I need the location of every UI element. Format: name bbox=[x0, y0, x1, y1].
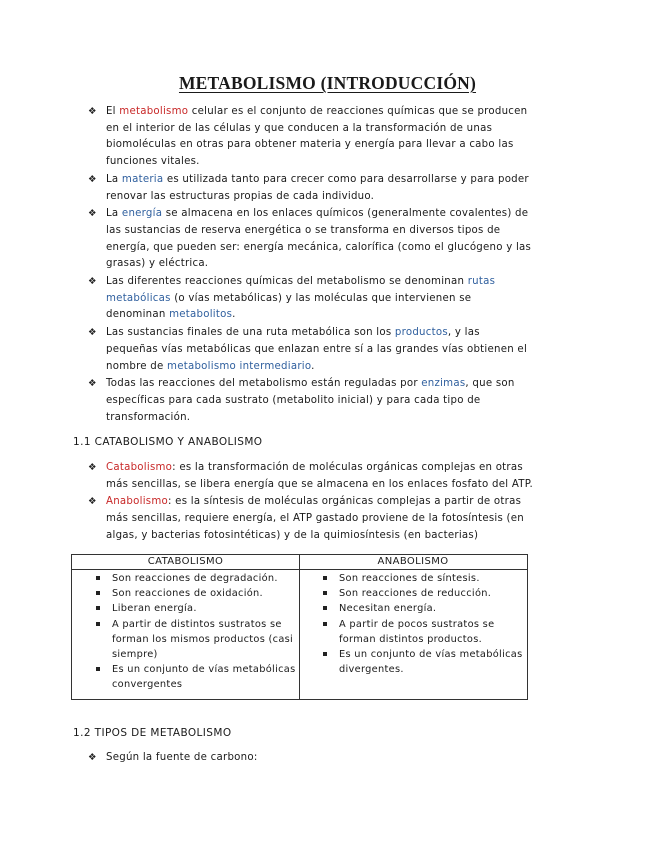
square-bullet-icon bbox=[96, 606, 100, 610]
intro-bullet-list bbox=[86, 104, 532, 427]
table-item bbox=[317, 601, 523, 616]
highlight-term: materia bbox=[121, 173, 164, 185]
catabolismo-items bbox=[90, 571, 300, 693]
square-bullet-icon bbox=[96, 667, 100, 671]
diamond-bullet-icon: ❖ bbox=[88, 378, 97, 390]
text: : es la transformación de moléculas orgánicas complejas en otras más sencillas, se libera energía que se almacena en los enlaces fosfato del ATP. bbox=[106, 462, 534, 490]
text: Son reacciones de degradación. bbox=[112, 573, 278, 584]
text: Las sustancias finales de una ruta metabólica son los bbox=[106, 327, 395, 339]
text: celular es el conjunto de reacciones químicas que se producen en el interior de las células y que conducen a la transformación de unas biomoléculas en otras para obtener materia y energía para llevar a cabo las funciones vitales. bbox=[106, 106, 528, 168]
diamond-bullet-icon: ❖ bbox=[88, 173, 97, 185]
list-item bbox=[86, 104, 532, 171]
text: Según la fuente de carbono: bbox=[106, 752, 258, 763]
highlight-term: energía bbox=[121, 208, 163, 220]
square-bullet-icon bbox=[323, 652, 327, 656]
comparison-table bbox=[71, 554, 528, 700]
square-bullet-icon bbox=[96, 591, 100, 595]
square-bullet-icon bbox=[96, 622, 100, 626]
text: Son reacciones de síntesis. bbox=[339, 573, 480, 584]
diamond-bullet-icon: ❖ bbox=[88, 208, 97, 220]
text: se almacena en los enlaces químicos (generalmente covalentes) de las sustancias de reserva energética o se transforma en diversos tipos de energía, que pueden ser: energía mecánica, calorífica (como el glucógeno y las grasas) y eléctrica. bbox=[106, 208, 532, 270]
tipos-bullet-list bbox=[86, 750, 532, 767]
table-item bbox=[317, 647, 523, 677]
diamond-bullet-icon: ❖ bbox=[88, 327, 97, 339]
list-item bbox=[86, 376, 532, 426]
text: , que son específicas para cada sustrato (metabolito inicial) y para cada tipo de transformación. bbox=[106, 378, 515, 423]
square-bullet-icon bbox=[323, 622, 327, 626]
text: , y las pequeñas vías metabólicas que enlazan entre sí a las grandes vías obtienen el nombre de bbox=[106, 327, 528, 372]
catabolism-anabolism-bullet-list bbox=[86, 460, 536, 546]
text: (o vías metabólicas) y las moléculas que intervienen se denominan bbox=[106, 292, 472, 321]
page-title: METABOLISMO (INTRODUCCIÓN) bbox=[178, 73, 477, 93]
list-item bbox=[86, 750, 532, 767]
table-item bbox=[317, 571, 523, 586]
highlight-term: Catabolismo bbox=[106, 462, 173, 473]
table-header-catabolismo: CATABOLISMO bbox=[72, 555, 299, 570]
text: Las diferentes reacciones químicas del metabolismo se denominan bbox=[106, 276, 468, 288]
square-bullet-icon bbox=[323, 606, 327, 610]
text: A partir de distintos sustratos se forman los mismos productos (casi siempre) bbox=[112, 618, 294, 661]
text: El bbox=[106, 106, 120, 117]
list-item bbox=[86, 206, 532, 273]
diamond-bullet-icon: ❖ bbox=[88, 462, 97, 473]
square-bullet-icon bbox=[323, 576, 327, 580]
text: Son reacciones de reducción. bbox=[339, 588, 492, 600]
list-item bbox=[86, 172, 532, 205]
highlight-term: productos bbox=[394, 327, 448, 339]
list-item bbox=[86, 274, 532, 324]
table-header-anabolismo: ANABOLISMO bbox=[299, 555, 527, 570]
text: es utilizada tanto para crecer como para desarrollarse y para poder renovar las estructuras propias de cada individuo. bbox=[106, 173, 529, 202]
table-item bbox=[90, 617, 300, 663]
table-item bbox=[90, 601, 300, 616]
text: . bbox=[232, 309, 236, 321]
section-heading-catabolismo-anabolismo: 1.1 CATABOLISMO Y ANABOLISMO bbox=[73, 436, 263, 448]
square-bullet-icon bbox=[96, 576, 100, 580]
square-bullet-icon bbox=[323, 591, 327, 595]
text: Es un conjunto de vías metabólicas convergentes bbox=[112, 664, 296, 691]
diamond-bullet-icon: ❖ bbox=[88, 752, 97, 763]
text: Es un conjunto de vías metabólicas divergentes. bbox=[339, 649, 523, 676]
text: : es la síntesis de moléculas orgánicas complejas a partir de otras más sencillas, requiere energía, el ATP gastado proviene de la fotosíntesis (en algas, y bacterias fotosintéticas) y de la quimiosíntesis (en bacterias) bbox=[106, 496, 524, 541]
table-item bbox=[90, 571, 300, 586]
highlight-term: metabolitos bbox=[169, 309, 233, 321]
diamond-bullet-icon: ❖ bbox=[88, 106, 97, 117]
text: La bbox=[106, 173, 122, 185]
highlight-term: rutas metabólicas bbox=[106, 276, 496, 304]
highlight-term: Anabolismo bbox=[106, 496, 168, 508]
text: Son reacciones de oxidación. bbox=[112, 588, 263, 600]
list-item bbox=[86, 494, 536, 544]
text: A partir de pocos sustratos se forman distintos productos. bbox=[339, 618, 495, 645]
table-item bbox=[90, 662, 300, 692]
diamond-bullet-icon: ❖ bbox=[88, 496, 97, 508]
text: Necesitan energía. bbox=[339, 603, 437, 615]
section-heading-tipos-metabolismo: 1.2 TIPOS DE METABOLISMO bbox=[73, 727, 232, 739]
diamond-bullet-icon: ❖ bbox=[88, 276, 97, 288]
text: Liberan energía. bbox=[112, 603, 197, 615]
text: Todas las reacciones del metabolismo están reguladas por bbox=[106, 378, 422, 390]
highlight-term: metabolismo bbox=[119, 106, 189, 117]
highlight-term: metabolismo intermediario bbox=[167, 360, 312, 372]
table-item bbox=[90, 586, 300, 601]
text: . bbox=[311, 360, 315, 372]
list-item bbox=[86, 325, 532, 375]
table-item bbox=[317, 617, 523, 647]
anabolismo-items bbox=[317, 571, 523, 677]
list-item bbox=[86, 460, 536, 493]
highlight-term: enzimas bbox=[421, 378, 466, 390]
table-item bbox=[317, 586, 523, 601]
text: La bbox=[106, 208, 122, 220]
